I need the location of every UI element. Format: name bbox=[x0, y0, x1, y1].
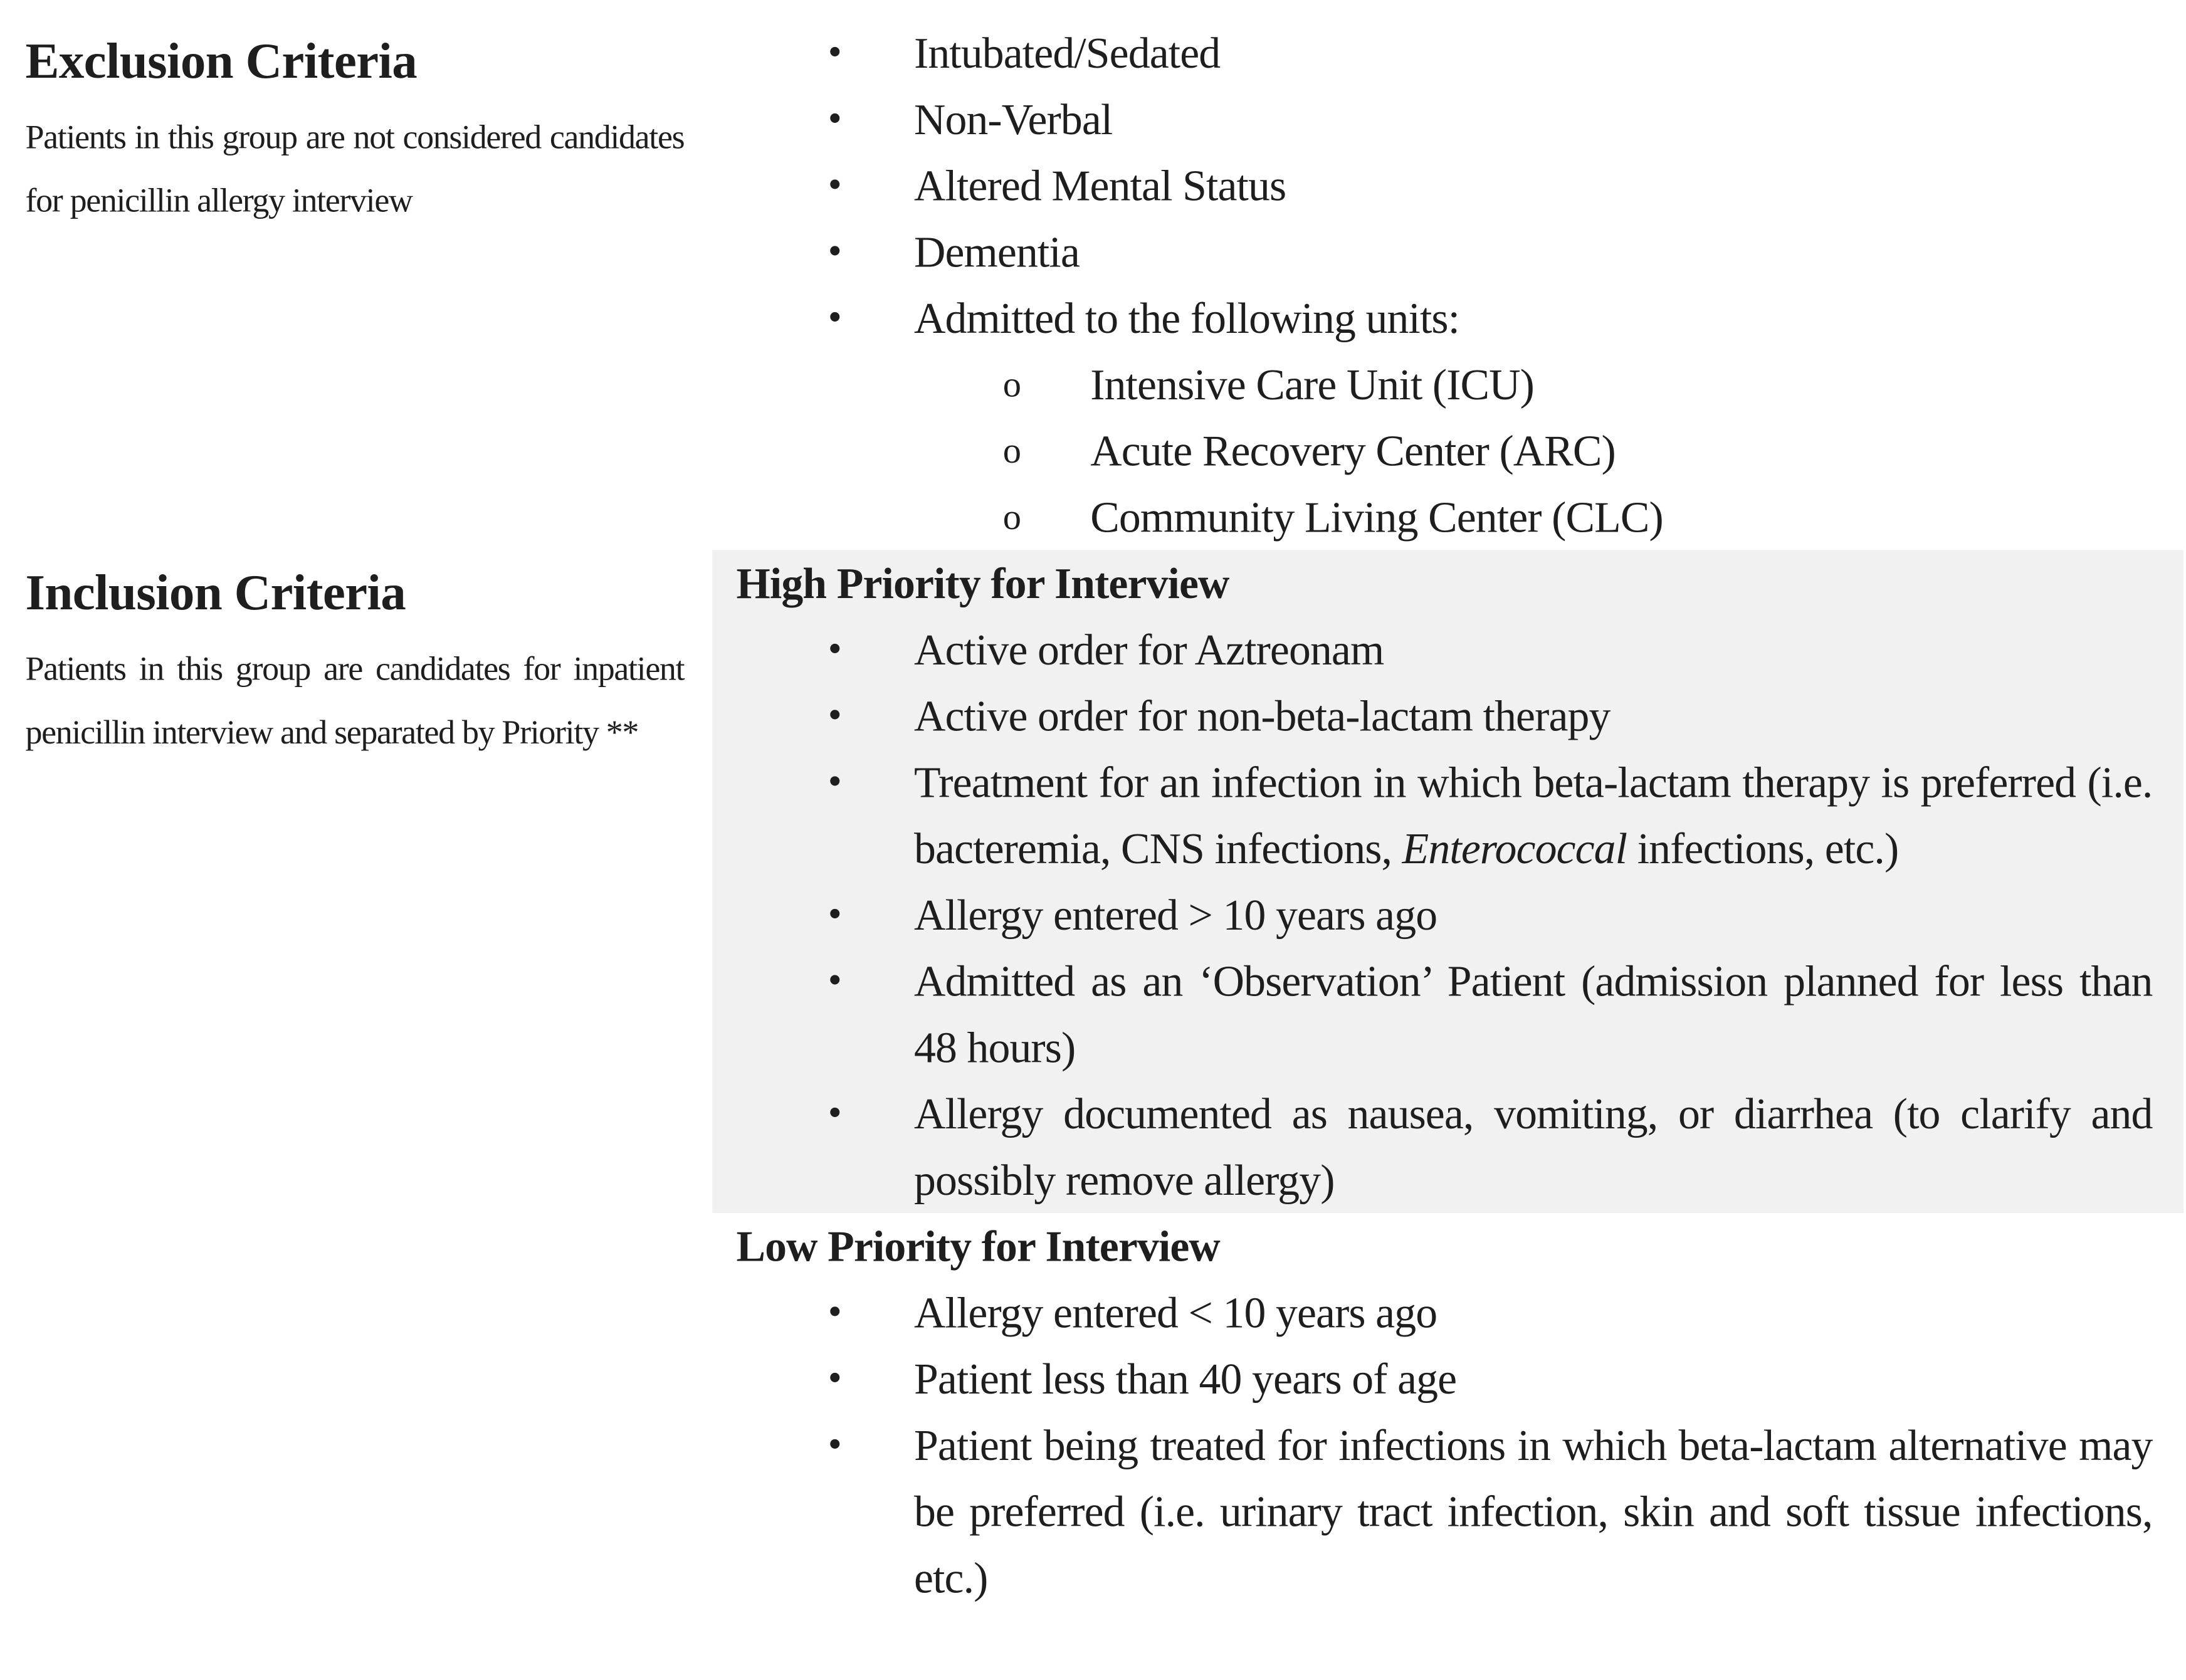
bullet-icon: • bbox=[828, 1357, 841, 1401]
unit-item: o Acute Recovery Center (ARC) bbox=[712, 417, 2183, 484]
list-item: • Allergy documented as nausea, vomiting, or diarrhea (to clarify and possibly remove allergy) bbox=[712, 1081, 2183, 1214]
list-item: • Patient being treated for infections in which beta-lactam alternative may be preferred (i.e. urinary tract infection, skin and soft tissue infections, etc.) bbox=[712, 1412, 2183, 1610]
low-priority-section bbox=[712, 1213, 2183, 1611]
bullet-icon: • bbox=[828, 164, 841, 207]
circle-bullet-icon: o bbox=[1002, 364, 1021, 405]
bullet-icon: • bbox=[828, 1091, 841, 1136]
circle-bullet-icon: o bbox=[1002, 496, 1021, 538]
list-item: • Non-Verbal bbox=[712, 86, 2183, 152]
list-item: • Dementia bbox=[712, 219, 2183, 285]
bullet-icon: • bbox=[828, 893, 841, 937]
exclusion-description: Patients in this group are not considered candidates for penicillin allergy interview bbox=[25, 120, 685, 220]
bullet-icon: • bbox=[828, 760, 841, 804]
high-priority-section bbox=[712, 550, 2183, 1214]
bullet-icon: • bbox=[828, 1423, 841, 1467]
high-priority-list bbox=[712, 616, 2183, 1213]
list-item: • Allergy entered > 10 years ago bbox=[712, 881, 2183, 948]
list-item: • Treatment for an infection in which beta-lactam therapy is preferred (i.e. bacteremia, CNS infections, Enterococcal infections, etc.) bbox=[712, 749, 2183, 882]
list-item: • Active order for Aztreonam bbox=[712, 616, 2183, 683]
low-priority-list bbox=[712, 1279, 2183, 1611]
low-priority-title: Low Priority for Interview bbox=[736, 1221, 1220, 1271]
list-item: • Intubated/Sedated bbox=[712, 20, 2183, 87]
list-item: • Active order for non-beta-lactam therapy bbox=[712, 683, 2183, 749]
list-item: • Patient less than 40 years of age bbox=[712, 1346, 2183, 1412]
unit-item: o Community Living Center (CLC) bbox=[712, 484, 2183, 550]
list-item: • Admitted as an ‘Observation’ Patient (admission planned for less than 48 hours) bbox=[712, 948, 2183, 1081]
list-item: • Altered Mental Status bbox=[712, 152, 2183, 219]
bullet-icon: • bbox=[828, 229, 841, 274]
high-priority-title: High Priority for Interview bbox=[736, 559, 1229, 608]
bullet-icon: • bbox=[828, 627, 841, 671]
bullet-icon: • bbox=[828, 694, 841, 738]
exclusion-list bbox=[712, 20, 2183, 550]
bullet-icon: • bbox=[828, 1290, 841, 1335]
bullet-icon: • bbox=[828, 97, 841, 141]
circle-bullet-icon: o bbox=[1002, 430, 1021, 471]
bullet-icon: • bbox=[828, 296, 841, 340]
criteria-lists bbox=[712, 20, 2183, 1611]
inclusion-title: Inclusion Criteria bbox=[25, 564, 406, 621]
exclusion-title: Exclusion Criteria bbox=[25, 32, 418, 89]
inclusion-description: Patients in this group are candidates for inpatient penicillin interview and separated by Priority ** bbox=[25, 651, 685, 752]
bullet-icon: • bbox=[828, 959, 841, 1003]
unit-item: o Intensive Care Unit (ICU) bbox=[712, 351, 2183, 417]
bullet-icon: • bbox=[828, 31, 841, 75]
list-item: • Allergy entered < 10 years ago bbox=[712, 1279, 2183, 1346]
list-item: • Admitted to the following units: bbox=[712, 285, 2183, 352]
